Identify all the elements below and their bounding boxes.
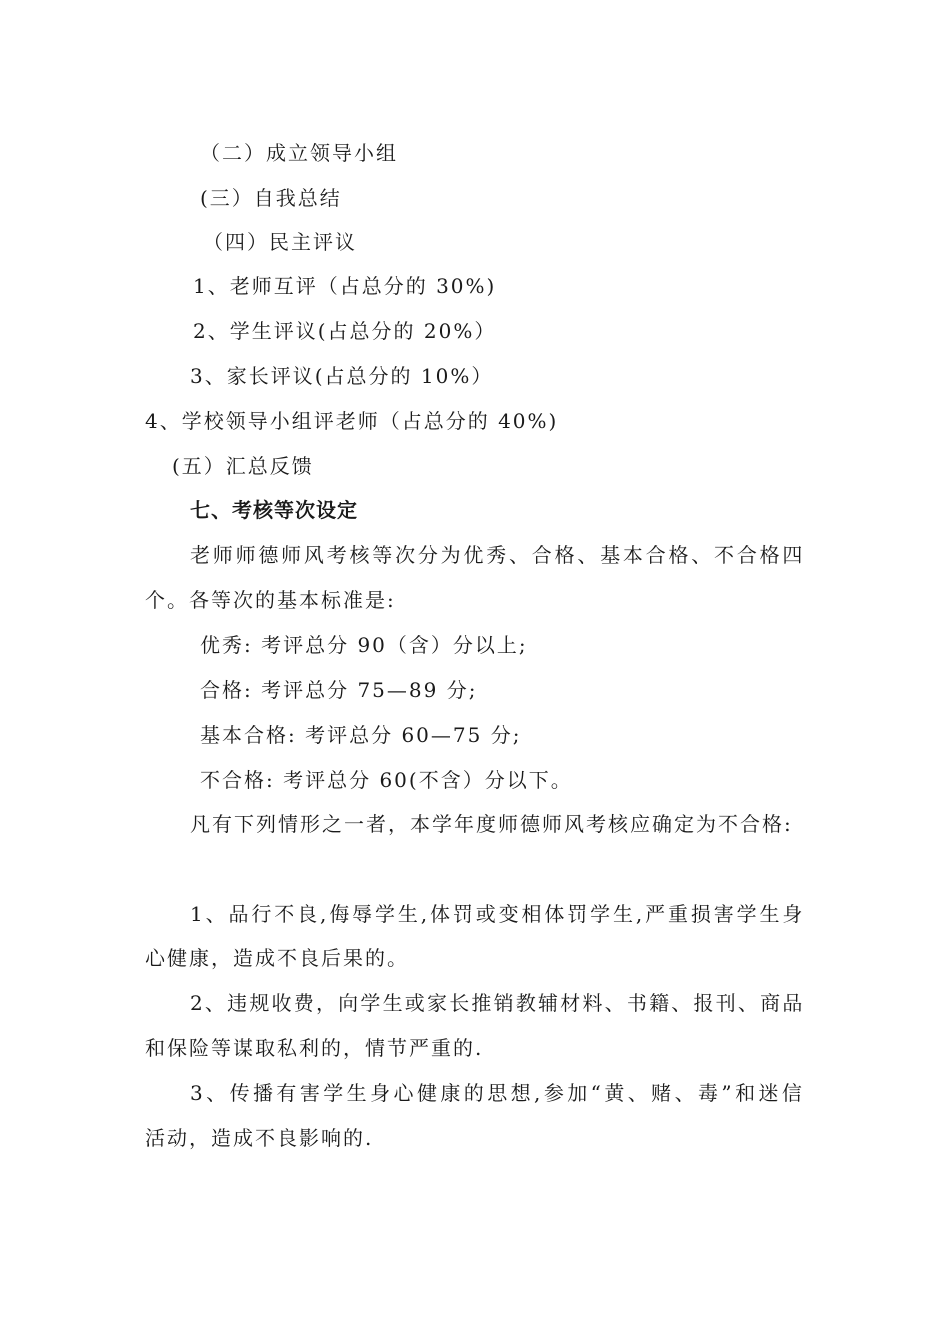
grade-basic-qualified: 基本合格: 考评总分 60—75 分; xyxy=(200,723,522,747)
paragraph-line: 凡有下列情形之一者，本学年度师德师风考核应确定为不合格: xyxy=(190,812,793,836)
list-item-teacher-review: 1、老师互评（占总分的 30%) xyxy=(193,274,497,298)
grade-excellent: 优秀: 考评总分 90（含）分以上; xyxy=(200,633,528,657)
grade-qualified: 合格: 考评总分 75—89 分; xyxy=(200,678,478,702)
list-item-misconduct-2: 2、违规收费，向学生或家长推销教辅材料、书籍、报刊、商品 xyxy=(190,991,805,1015)
list-item-student-review: 2、学生评议(占总分的 20%） xyxy=(193,319,497,343)
list-item-misconduct-3: 3、传播有害学生身心健康的思想,参加“黄、赌、毒”和迷信 xyxy=(190,1081,806,1105)
section-heading-2: （二）成立领导小组 xyxy=(200,141,398,165)
paragraph-line: 老师师德师风考核等次分为优秀、合格、基本合格、不合格四 xyxy=(190,543,806,567)
section-heading-4: （四）民主评议 xyxy=(203,230,357,254)
grade-unqualified: 不合格: 考评总分 60(不含）分以下。 xyxy=(200,768,573,792)
chapter-heading-7: 七、考核等次设定 xyxy=(190,498,358,522)
list-item-misconduct-1: 1、品行不良,侮辱学生,体罚或变相体罚学生,严重损害学生身 xyxy=(190,902,806,926)
list-item-parent-review: 3、家长评议(占总分的 10%） xyxy=(190,364,494,388)
paragraph-line: 个。各等次的基本标准是: xyxy=(145,588,396,612)
list-item-misconduct-1-cont: 心健康，造成不良后果的。 xyxy=(145,946,409,970)
list-item-leadership-review: 4、学校领导小组评老师（占总分的 40%) xyxy=(145,409,559,433)
list-item-misconduct-2-cont: 和保险等谋取私利的，情节严重的. xyxy=(145,1036,484,1060)
section-heading-3: (三）自我总结 xyxy=(200,186,342,210)
list-item-misconduct-3-cont: 活动，造成不良影响的. xyxy=(145,1126,374,1150)
section-heading-5: (五）汇总反馈 xyxy=(172,454,314,478)
